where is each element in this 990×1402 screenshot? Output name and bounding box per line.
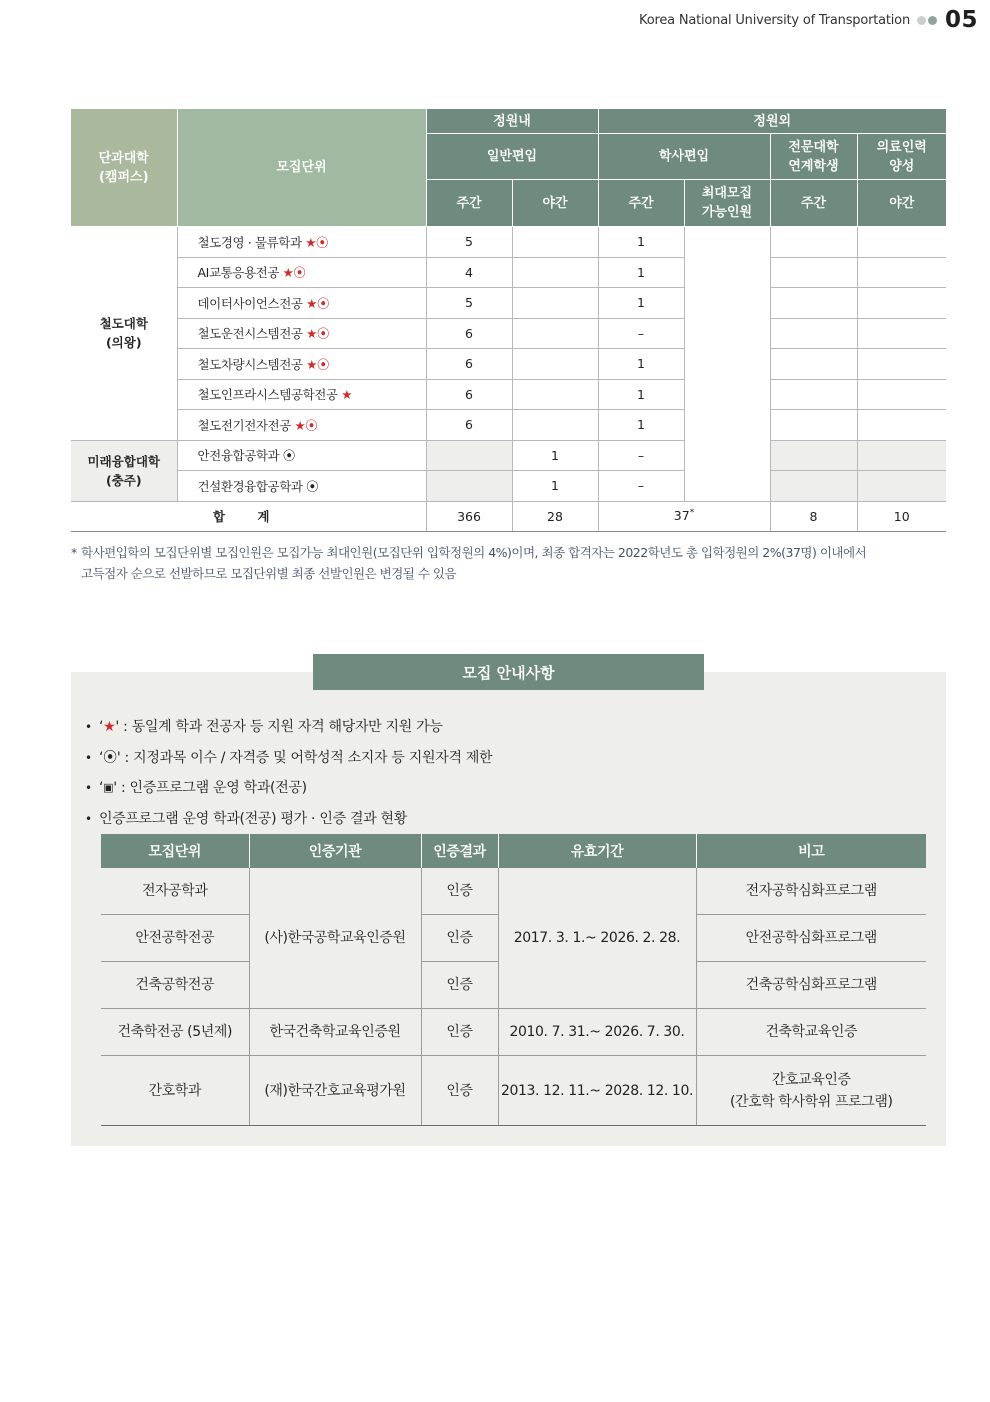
day-cell: 5 xyxy=(426,227,512,258)
dept-cell: AI교통응용전공 ★⦿ xyxy=(177,257,426,288)
general-transfer-header: 일반편입 xyxy=(426,134,598,180)
page-number: 05 xyxy=(944,7,978,33)
marks: ⦿ xyxy=(306,478,319,494)
total-medical: 10 xyxy=(857,501,946,531)
junior-cell xyxy=(770,440,857,471)
day-cell: 6 xyxy=(426,410,512,441)
medical-cell xyxy=(857,257,946,288)
bullet-item: • ‘ ★ ' : 동일계 학과 전공자 등 지원 자격 해당자만 지원 가능 xyxy=(85,712,492,743)
day-cell xyxy=(426,471,512,502)
circle-dot-icon: ⦿ xyxy=(103,749,117,766)
unit-cell: 안전공학전공 xyxy=(101,915,249,962)
college-header: 단과대학 (캠퍼스) xyxy=(71,109,177,227)
result-cell: 인증 xyxy=(421,1056,498,1126)
medical-cell xyxy=(857,288,946,319)
total-bachelor: 37* xyxy=(598,501,770,531)
table-row xyxy=(71,379,946,410)
medical-cell xyxy=(857,349,946,380)
bachelor-transfer-header: 학사편입 xyxy=(598,134,770,180)
total-row xyxy=(71,501,946,531)
cert-header-agency: 인증기관 xyxy=(249,834,421,868)
table-row xyxy=(71,288,946,319)
day-header: 주간 xyxy=(598,180,684,227)
night-cell xyxy=(512,288,598,319)
night-cell xyxy=(512,318,598,349)
table-row xyxy=(71,227,946,258)
unit-cell: 건축학전공 (5년제) xyxy=(101,1009,249,1056)
result-cell: 인증 xyxy=(421,915,498,962)
bachelor-cell: 1 xyxy=(598,257,684,288)
bachelor-cell: 1 xyxy=(598,227,684,258)
footnote-line1: 학사편입학의 모집단위별 모집인원은 모집가능 최대인원(모집단위 입학정원의 4%)이며, 최종 합격자는 2022학년도 총 입학정원의 2%(37명) 이내에서 xyxy=(81,545,867,560)
table-row xyxy=(71,471,946,502)
table-row xyxy=(71,349,946,380)
junior-cell xyxy=(770,227,857,258)
footnote-mark: * xyxy=(71,545,77,560)
period-cell: 2017. 3. 1.~ 2026. 2. 28. xyxy=(498,868,696,1009)
outside-quota-header: 정원외 xyxy=(598,109,946,134)
page-header xyxy=(639,6,978,34)
square-icon: ▣ xyxy=(103,781,114,794)
inside-quota-header: 정원내 xyxy=(426,109,598,134)
college-cell: 미래융합대학 (충주) xyxy=(71,440,177,501)
quota-table xyxy=(71,108,946,532)
footnote xyxy=(71,542,951,584)
bullet-item: • 인증프로그램 운영 학과(전공) 평가 · 인증 결과 현황 xyxy=(85,810,408,827)
marks: ★⦿ xyxy=(294,417,318,433)
unit-header: 모집단위 xyxy=(177,109,426,227)
day-cell: 6 xyxy=(426,318,512,349)
bachelor-cell: 1 xyxy=(598,410,684,441)
night-cell xyxy=(512,257,598,288)
junior-cell xyxy=(770,471,857,502)
table-row xyxy=(71,318,946,349)
night-header: 야간 xyxy=(857,180,946,227)
max-recruit-header: 최대모집 가능인원 xyxy=(684,180,770,227)
medical-cell xyxy=(857,379,946,410)
note-cell: 전자공학심화프로그램 xyxy=(696,868,926,915)
agency-cell: 한국건축학교육인증원 xyxy=(249,1009,421,1056)
bachelor-cell: – xyxy=(598,440,684,471)
day-cell: 6 xyxy=(426,349,512,380)
day-header: 주간 xyxy=(770,180,857,227)
marks: ★⦿ xyxy=(306,295,330,311)
table-row xyxy=(71,410,946,441)
medical-cell xyxy=(857,440,946,471)
day-cell xyxy=(426,440,512,471)
day-header: 주간 xyxy=(426,180,512,227)
day-cell: 4 xyxy=(426,257,512,288)
dept-cell: 철도인프라시스템공학전공 ★ xyxy=(177,379,426,410)
dept-cell: 건설환경융합공학과 ⦿ xyxy=(177,471,426,502)
medical-cell xyxy=(857,410,946,441)
note-cell: 건축학교육인증 xyxy=(696,1009,926,1056)
junior-cell xyxy=(770,288,857,319)
medical-cell xyxy=(857,471,946,502)
marks: ★ xyxy=(341,387,352,403)
medical-header: 의료인력 양성 xyxy=(857,134,946,180)
agency-cell: (사)한국공학교육인증원 xyxy=(249,868,421,1009)
junior-cell xyxy=(770,349,857,380)
cert-header-period: 유효기간 xyxy=(498,834,696,868)
bachelor-cell: 1 xyxy=(598,288,684,319)
unit-cell: 간호학과 xyxy=(101,1056,249,1126)
notice-title: 모집 안내사항 xyxy=(313,654,704,690)
dept-cell: 데이터사이언스전공 ★⦿ xyxy=(177,288,426,319)
marks: ★⦿ xyxy=(306,326,330,342)
period-cell: 2010. 7. 31.~ 2026. 7. 30. xyxy=(498,1009,696,1056)
table-row xyxy=(101,1056,926,1126)
dept-cell: 안전융합공학과 ⦿ xyxy=(177,440,426,471)
medical-cell xyxy=(857,227,946,258)
unit-cell: 전자공학과 xyxy=(101,868,249,915)
marks: ★⦿ xyxy=(282,265,306,281)
junior-college-header: 전문대학 연계학생 xyxy=(770,134,857,180)
period-cell: 2013. 12. 11.~ 2028. 12. 10. xyxy=(498,1056,696,1126)
bachelor-cell: 1 xyxy=(598,349,684,380)
header-dots xyxy=(915,16,937,25)
bachelor-cell: – xyxy=(598,471,684,502)
table-row xyxy=(71,257,946,288)
table-row xyxy=(71,440,946,471)
night-header: 야간 xyxy=(512,180,598,227)
total-night: 28 xyxy=(512,501,598,531)
junior-cell xyxy=(770,410,857,441)
bullet-item: • ‘ ▣ ' : 인증프로그램 운영 학과(전공) xyxy=(85,773,492,804)
junior-cell xyxy=(770,257,857,288)
cert-header-result: 인증결과 xyxy=(421,834,498,868)
agency-cell: (재)한국간호교육평가원 xyxy=(249,1056,421,1126)
total-label: 합 계 xyxy=(71,501,426,531)
total-junior: 8 xyxy=(770,501,857,531)
university-name: Korea National University of Transportation xyxy=(639,12,910,28)
night-cell xyxy=(512,227,598,258)
night-cell xyxy=(512,410,598,441)
night-cell xyxy=(512,379,598,410)
cert-header-unit: 모집단위 xyxy=(101,834,249,868)
night-cell: 1 xyxy=(512,440,598,471)
table-row xyxy=(101,868,926,915)
night-cell: 1 xyxy=(512,471,598,502)
footnote-line2: 고득점자 순으로 선발하므로 모집단위별 최종 선발인원은 변경될 수 있음 xyxy=(81,566,457,581)
dept-cell: 철도운전시스템전공 ★⦿ xyxy=(177,318,426,349)
bachelor-cell: – xyxy=(598,318,684,349)
junior-cell xyxy=(770,318,857,349)
cert-header-note: 비고 xyxy=(696,834,926,868)
marks: ⦿ xyxy=(282,448,295,464)
junior-cell xyxy=(770,379,857,410)
medical-cell xyxy=(857,318,946,349)
result-cell: 인증 xyxy=(421,962,498,1009)
note-cell: 건축공학심화프로그램 xyxy=(696,962,926,1009)
dept-cell: 철도차량시스템전공 ★⦿ xyxy=(177,349,426,380)
result-cell: 인증 xyxy=(421,868,498,915)
unit-cell: 건축공학전공 xyxy=(101,962,249,1009)
note-cell: 간호교육인증 (간호학 학사학위 프로그램) xyxy=(696,1056,926,1126)
notice-bullets xyxy=(85,712,492,834)
night-cell xyxy=(512,349,598,380)
star-icon: ★ xyxy=(103,719,116,735)
note-cell: 안전공학심화프로그램 xyxy=(696,915,926,962)
college-cell: 철도대학 (의왕) xyxy=(71,227,177,441)
day-cell: 5 xyxy=(426,288,512,319)
bullet-item: • ‘ ⦿ ' : 지정과목 이수 / 자격증 및 어학성적 소지자 등 지원자격 제한 xyxy=(85,743,492,774)
result-cell: 인증 xyxy=(421,1009,498,1056)
dept-cell: 철도전기전자전공 ★⦿ xyxy=(177,410,426,441)
bachelor-cell: 1 xyxy=(598,379,684,410)
day-cell: 6 xyxy=(426,379,512,410)
table-row xyxy=(101,1009,926,1056)
max-recruit-cell xyxy=(684,227,770,502)
marks: ★⦿ xyxy=(305,234,329,250)
total-day: 366 xyxy=(426,501,512,531)
certification-table xyxy=(101,834,926,1126)
marks: ★⦿ xyxy=(306,356,330,372)
dept-cell: 철도경영 · 물류학과 ★⦿ xyxy=(177,227,426,258)
